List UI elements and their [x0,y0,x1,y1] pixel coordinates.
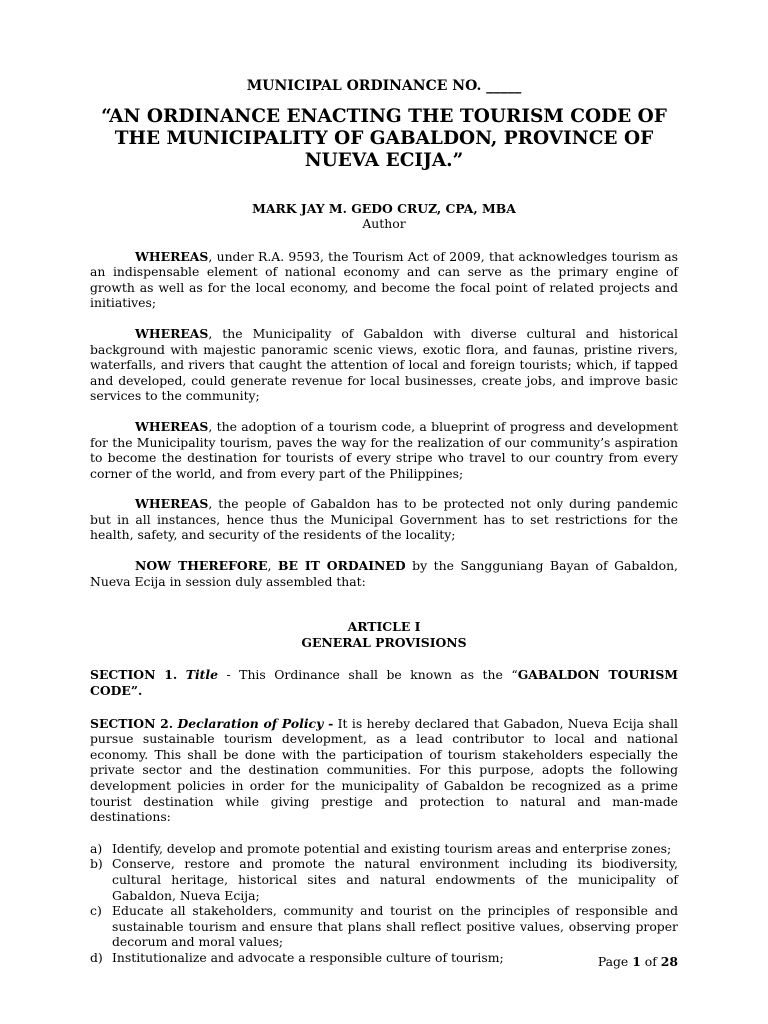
section-1-heading: Title [185,667,218,683]
list-marker: c) [90,903,102,919]
list-marker: a) [90,840,103,856]
total-pages: 28 [660,954,678,969]
list-marker: d) [90,949,103,965]
whereas-lead: WHEREAS [135,418,209,434]
page-word: Page [597,954,633,969]
section-2-heading: Declaration of Policy - [177,715,334,731]
whereas-text: , the people of Gabaldon has to be protected not only during pandemic but in all instances, hence thus the Municipal Government has to set restrictions for the health, safety, and security of the residents of the locality; [90,496,678,543]
whereas-text: , the Municipality of Gabaldon with diverse cultural and historical background with majestic panoramic scenic views, exotic flora, and faunas, pristine rivers, waterfalls, and rivers that caught the attention of local and foreign tourists; which, if tapped and developed, could generate revenue for local businesses, create jobs, and improve basic services to the community; [90,325,678,404]
ordained-clause [90,558,678,589]
list-item-text: Institutionalize and advocate a responsible culture of tourism; [112,949,504,965]
whereas-clause-4 [90,496,678,543]
whereas-text: , under R.A. 9593, the Tourism Act of 2009, that acknowledges tourism as an indispensable element of national economy and can serve as the primary engine of growth as well as for the local economy, and become the focal point of related projects and initiatives; [90,248,678,311]
whereas-lead: WHEREAS [135,496,209,512]
article-title: GENERAL PROVISIONS [301,634,467,650]
policy-list [90,841,678,966]
section-2-label: SECTION 2. [90,715,174,731]
ordained-text: by the Sangguniang Bayan of Gabaldon, Nueva Ecija in session duly assembled that: [90,558,678,589]
whereas-clauses [90,249,678,590]
list-marker: b) [90,856,103,872]
page-number [598,954,678,969]
section-2 [90,716,678,825]
list-item-text: Conserve, restore and promote the natural environment including its biodiversity, cultural heritage, historical sites and natural endowments of the municipality of Gabaldon, Nueva Ecija; [112,856,678,903]
author-name: MARK JAY M. GEDO CRUZ, CPA, MBA [252,200,516,216]
document-body [90,78,678,966]
current-page: 1 [632,954,641,969]
whereas-lead: WHEREAS [135,248,209,264]
author-role: Author [362,216,406,232]
article-number: ARTICLE I [347,619,421,635]
section-1 [90,667,678,698]
ordinance-title: “AN ORDINANCE ENACTING THE TOURISM CODE OF THE MUNICIPALITY OF GABALDON, PROVINCE OF NUEVA ECIJA.” [101,106,667,172]
section-1-text: - This Ordinance shall be known as the “ [217,667,518,683]
list-item [90,950,678,966]
of-word: of [640,954,661,969]
section-2-text: It is hereby declared that Gabadon, Nueva Ecija shall pursue sustainable tourism development, as a lead contributor to local and national economy. This shall be done with the participation of tourism stakeholders especially the private sector and the destination communities. For this purpose, adopts the following development policies in order for the municipality of Gabaldon be recognized as a prime tourist destination while giving prestige and protection to natural and man-made destinations: [90,715,678,825]
ordained-lead-a: NOW THEREFORE [135,558,268,574]
list-item-text: Identify, develop and promote potential and existing tourism areas and enterprise zones; [112,840,672,856]
whereas-text: , the adoption of a tourism code, a blueprint of progress and development for the Municipality tourism, paves the way for the realization of our community’s aspiration to become the destination for tourists of every stripe who travel to our country from every corner of the world, and from every part of the Philippines; [90,418,678,481]
ordained-lead-b: BE IT ORDAINED [277,558,406,574]
section-1-name: GABALDON TOURISM CODE”. [90,667,679,699]
list-item [90,903,678,950]
list-item [90,841,678,857]
whereas-lead: WHEREAS [135,325,209,341]
ordinance-number: MUNICIPAL ORDINANCE NO. _____ [246,78,522,94]
ordained-separator: , [267,558,278,574]
whereas-clause-2 [90,326,678,404]
list-item-text: Educate all stakeholders, community and tourist on the principles of responsible and sustainable tourism and ensure that plans shall reflect positive values, observing proper decorum and moral values; [112,903,678,950]
whereas-clause-3 [90,419,678,481]
list-item [90,856,678,903]
section-1-label: SECTION 1. [90,667,178,683]
whereas-clause-1 [90,249,678,311]
article-heading [90,619,678,650]
